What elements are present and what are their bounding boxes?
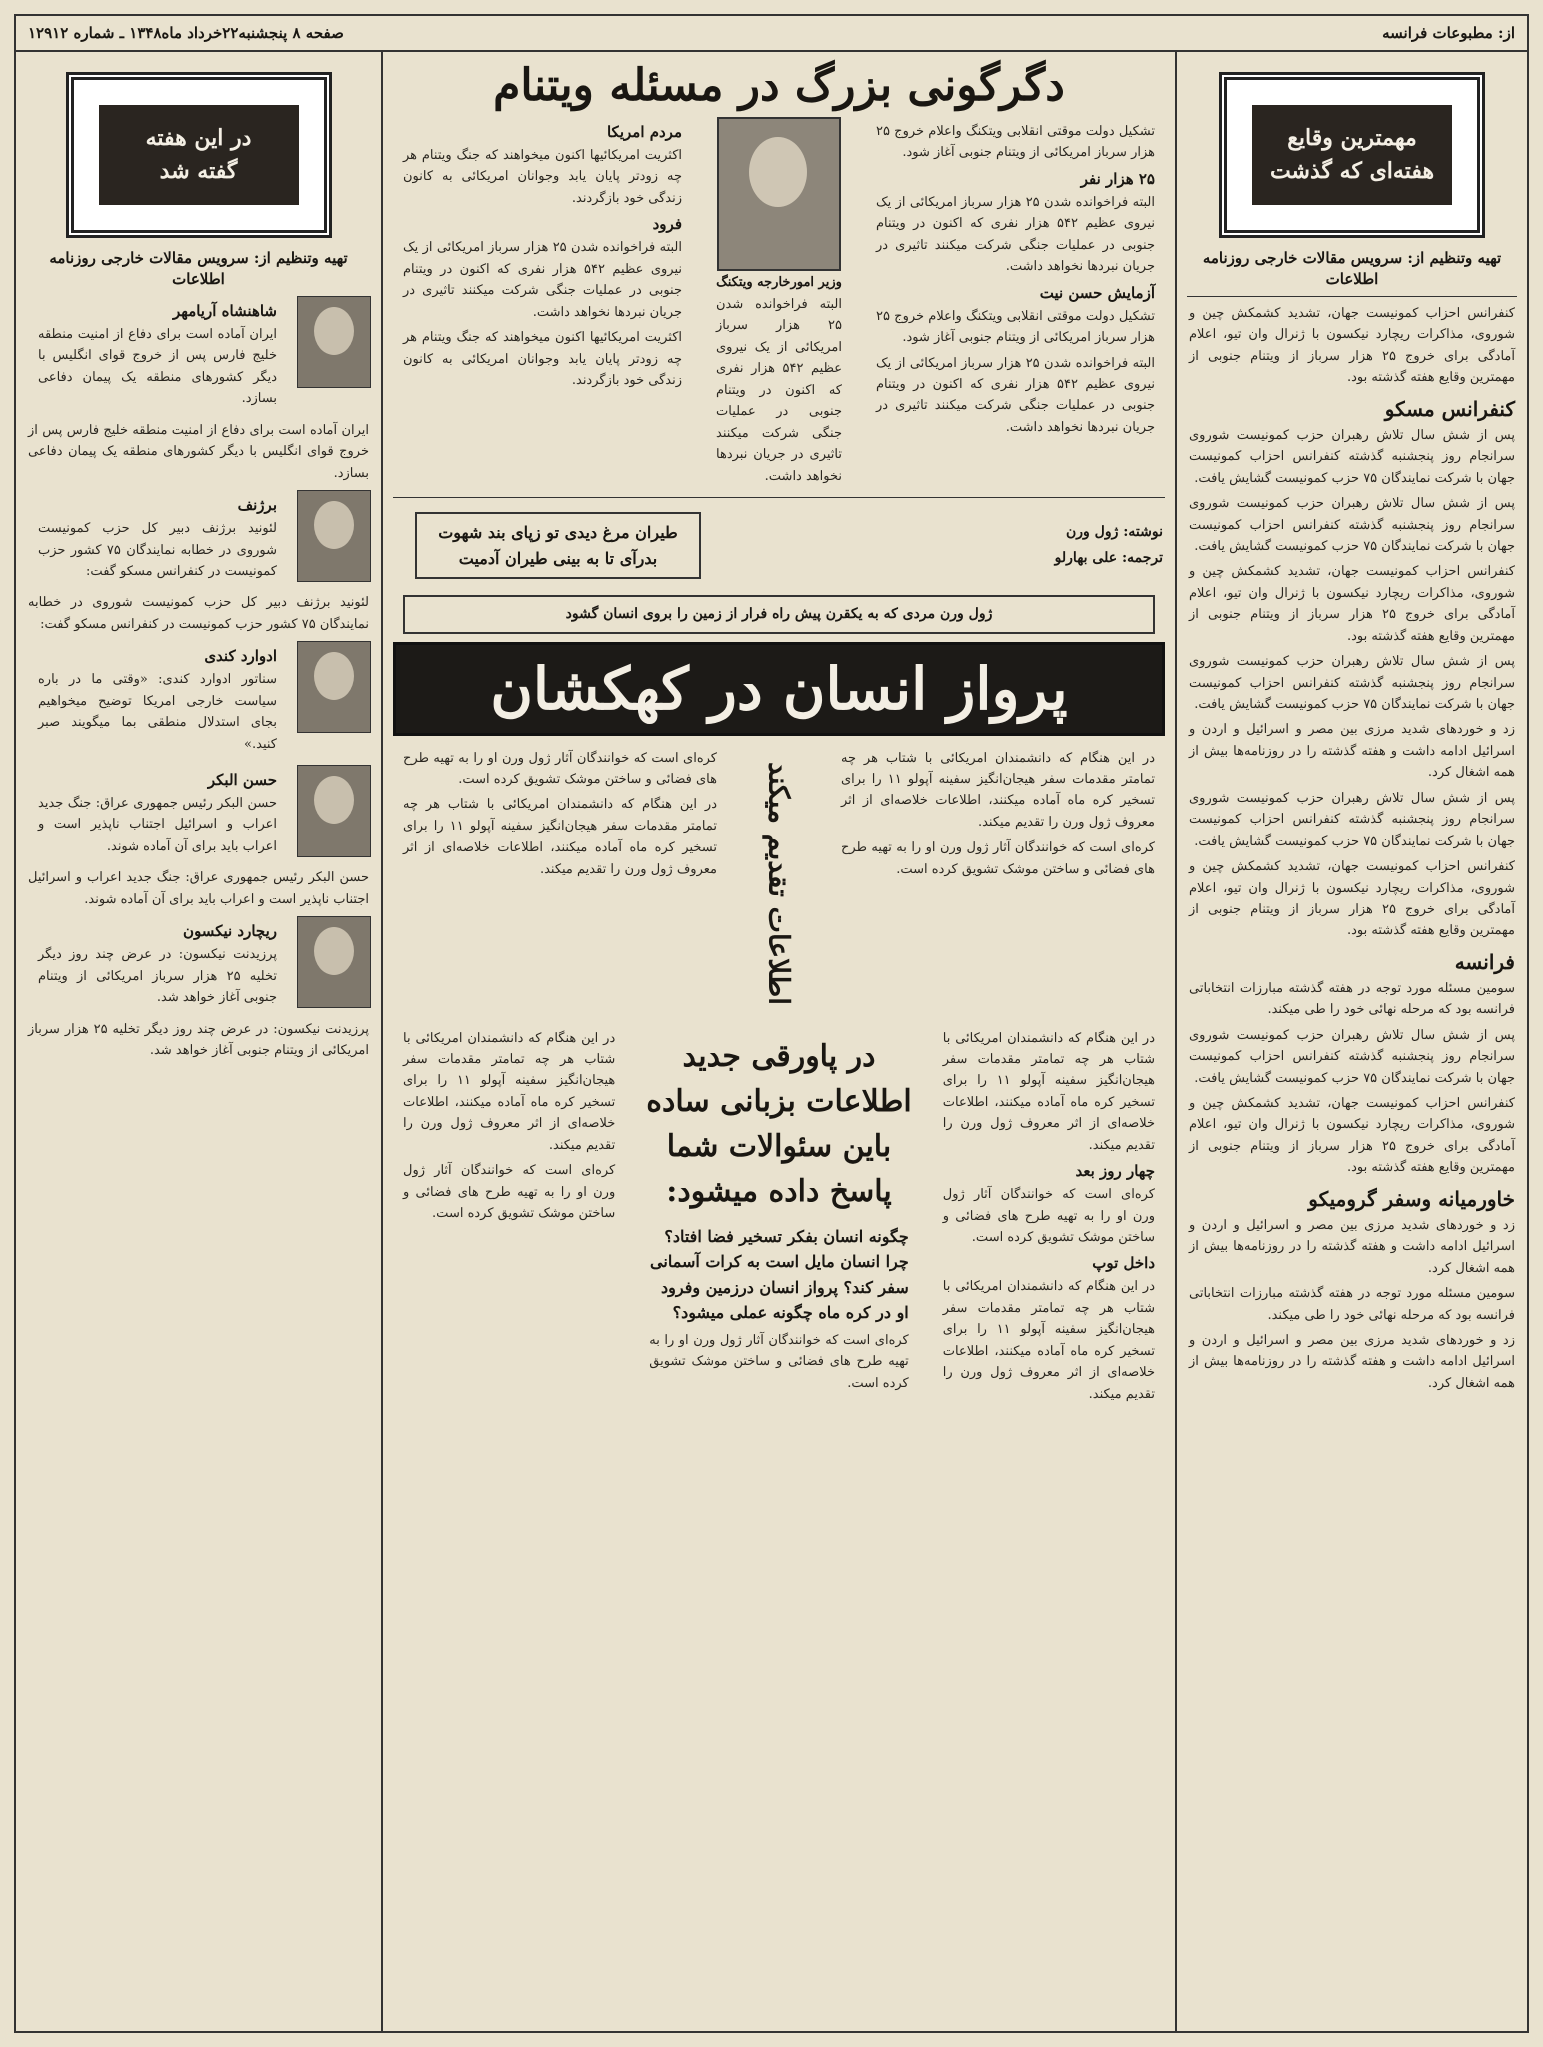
story-banner: پرواز انسان در کهکشان xyxy=(393,642,1165,736)
avatar xyxy=(297,641,371,733)
person-entry xyxy=(26,916,371,1012)
mid-text-5b: در این هنگام که دانشمندان امریکائی با شتاب هر چه تمامتر مقدمات سفر هیجان‌انگیز سفینه آپولو ۱۱ را برای تسخیر کره ماه آماده میکنند، اطلاعات خلاصه‌ای از اثر معروف ژول ورن را تقدیم میکند. xyxy=(403,797,717,877)
person-entry xyxy=(26,490,371,586)
right-text-4b: سومین مسئله مورد توجه در هفته گذشته مبارزات انتخاباتی فرانسه بود که مرحله نهائی خود را طی میکند. xyxy=(1189,1286,1515,1323)
right-text-4: زد و خوردهای شدید مرزی بین مصر و اسرائیل و اردن و اسرائیل ادامه داشت و هفته گذشته را در روزنامه‌ها بیش از همه اشغال کرد. xyxy=(1189,1217,1515,1276)
serial-col-1 xyxy=(931,1024,1167,1410)
photo-caption: وزیر امورخارجه ویتکنگ xyxy=(716,275,842,290)
person-quote: حسن البکر رئیس جمهوری عراق: جنگ جدید اعراب و اسرائیل اجتناب ناپذیر است و اعراب باید برای آن آماده شوند. xyxy=(38,796,277,854)
person-entry xyxy=(26,641,371,759)
right-text-2f: پس از شش سال تلاش رهبران حزب کمونیست شوروی سرانجام روز پنجشنبه گذشته کنفرانس احزاب کمونیست جهان با شرکت نمایندگان ۷۵ حزب کمونیست گشایش یافت. xyxy=(1189,790,1515,849)
mid-text-3: اکثریت امریکائیها اکنون میخواهند که جنگ ویتنام هر چه زودتر پایان یابد وجوانان امریکائی به کانون زندگی خود بازگردند. xyxy=(403,148,682,206)
mid-text-2b: تشکیل دولت موقتی انقلابی ویتکنگ واعلام خروج ۲۵ هزار سرباز امریکائی از ویتنام جنوبی آغاز شود. xyxy=(876,308,1155,346)
mid-text-3c: اکثریت امریکائیها اکنون میخواهند که جنگ ویتنام هر چه زودتر پایان یابد وجوانان امریکائی به کانون زندگی خود بازگردند. xyxy=(403,330,682,388)
right-text-2d: پس از شش سال تلاش رهبران حزب کمونیست شوروی سرانجام روز پنجشنبه گذشته کنفرانس احزاب کمونیست جهان با شرکت نمایندگان ۷۵ حزب کمونیست گشایش یافت. xyxy=(1189,654,1515,712)
poem-box: طیران مرغ دیدی تو زپای بند شهوت بدرآی تا به بینی طیران آدمیت xyxy=(415,512,701,579)
person-name: ریچارد نیکسون xyxy=(183,922,277,941)
left-extra-2: لئونید برژنف دبیر کل حزب کمونیست شوروی در خطابه نمایندگان ۷۵ کشور حزب کمونیست در کنفرانس مسکو گفت: xyxy=(28,595,369,632)
vertical-label: اطلاعات تقدیم میکند xyxy=(762,762,796,1006)
right-prepared-by: تهیه وتنظیم از: سرویس مقالات خارجی روزنامه اطلاعات xyxy=(1202,249,1502,288)
serial-col-2 xyxy=(637,1024,921,1410)
right-text-3b: پس از شش سال تلاش رهبران حزب کمونیست شوروی سرانجام روز پنجشنبه گذشته کنفرانس احزاب کمونیست جهان با شرکت نمایندگان ۷۵ حزب کمونیست گشایش یافت. xyxy=(1189,1027,1515,1086)
sub-heading-6: داخل توپ xyxy=(1092,1254,1155,1273)
mid-text-8b: کره‌ای است که خوانندگان آثار ژول ورن او را به تهیه طرح های فضائی و ساختن موشک تشویق کرده است. xyxy=(403,1163,616,1222)
mid-text-1: تشکیل دولت موقتی انقلابی ویتکنگ واعلام خروج ۲۵ هزار سرباز امریکائی از ویتنام جنوبی آغاز شود. xyxy=(876,124,1155,161)
mid-text-3b: البته فراخوانده شدن ۲۵ هزار سرباز امریکائی از یک نیروی عظیم ۵۴۲ هزار نفری که اکنون در ویتنام جنوبی در عملیات جنگی شرکت میکنند تاثیری در جریان نبردها نخواهد داشت. xyxy=(403,240,682,320)
right-text-2g: کنفرانس احزاب کمونیست جهان، تشدید کشمکش چین و شوروی، مذاکرات ریچارد نیکسون با ژنرال وان تیو، اعلام آمادگی برای خروج ۲۵ هزار سرباز از ویتنام جنوبی از مهمترین وقایع هفته گذشته بود. xyxy=(1189,859,1515,939)
left-extra-5: پرزیدنت نیکسون: در عرض چند روز دیگر تخلیه ۲۵ هزار سرباز امریکائی از ویتنام جنوبی آغاز خواهد شد. xyxy=(28,1021,369,1058)
sub-heading-4: آزمایش حسن نیت xyxy=(1039,283,1155,302)
page-header xyxy=(16,16,1527,52)
mid-text-4b: کره‌ای است که خوانندگان آثار ژول ورن او را به تهیه طرح های فضائی و ساختن موشک تشویق کرده است. xyxy=(841,840,1155,877)
avatar xyxy=(297,490,371,582)
vietnam-col-2 xyxy=(391,117,694,491)
person-name: ادوارد کندی xyxy=(204,647,277,666)
credits xyxy=(1055,520,1163,570)
mid-text-photo: البته فراخوانده شدن ۲۵ هزار سرباز امریکائی از یک نیروی عظیم ۵۴۲ هزار نفری که اکنون در ویتنام جنوبی در عملیات جنگی شرکت میکنند تاثیری در جریان نبردها نخواهد داشت. xyxy=(716,297,842,484)
translator: ترجمه: علی بهارلو xyxy=(1054,549,1163,566)
main-headline: دگرگونی بزرگ در مسئله ویتنام xyxy=(493,60,1065,111)
mid-text-4: در این هنگام که دانشمندان امریکائی با شتاب هر چه تمامتر مقدمات سفر هیجان‌انگیز سفینه آپولو ۱۱ را برای تسخیر کره ماه آماده میکنند، اطلاعات خلاصه‌ای از اثر معروف ژول ورن را تقدیم میکند. xyxy=(841,750,1155,830)
sub-heading-1: ۲۵ هزار نفر xyxy=(1080,169,1155,188)
serial-col-3 xyxy=(391,1024,627,1410)
vertical-label-wrap xyxy=(739,744,819,1024)
events-box-inner xyxy=(1252,105,1452,205)
left-column xyxy=(16,52,383,2031)
vietnam-article xyxy=(383,117,1175,491)
person-name: برژنف xyxy=(237,496,277,515)
story-col-1 xyxy=(829,744,1167,1024)
page-info: صفحه ۸ پنجشنبه۲۲خرداد ماه۱۳۴۸ ـ شماره ۱۲۹۱۲ xyxy=(28,24,344,42)
serial-questions: چگونه انسان بفکر تسخیر فضا افتاد؟ چرا انسان مایل است به کرات آسمانی سفر کند؟ پرواز انسان درزمین وفرود او در کره ماه چگونه عملی میشود؟ xyxy=(650,1226,909,1323)
photo-column xyxy=(704,117,854,491)
quotes-box-title-1: در این هفته xyxy=(145,125,252,151)
story-block xyxy=(383,744,1175,1024)
mid-text-6: در این هنگام که دانشمندان امریکائی با شتاب هر چه تمامتر مقدمات سفر هیجان‌انگیز سفینه آپولو ۱۱ را برای تسخیر کره ماه آماده میکنند، اطلاعات خلاصه‌ای از اثر معروف ژول ورن را تقدیم میکند. xyxy=(942,1030,1155,1153)
sub-heading-5: چهار روز بعد xyxy=(1075,1162,1155,1181)
mid-text-6c: در این هنگام که دانشمندان امریکائی با شتاب هر چه تمامتر مقدمات سفر هیجان‌انگیز سفینه آپولو ۱۱ را برای تسخیر کره ماه آماده میکنند، اطلاعات خلاصه‌ای از اثر معروف ژول ورن را تقدیم میکند. xyxy=(942,1279,1155,1402)
story-intro-row xyxy=(383,504,1175,587)
middle-column xyxy=(383,52,1175,2031)
section-gromyko: خاورمیانه وسفر گرومیکو xyxy=(1308,1186,1515,1211)
person-quote: لئونید برژنف دبیر کل حزب کمونیست شوروی در خطابه نمایندگان ۷۵ کشور حزب کمونیست در کنفرانس مسکو گفت: xyxy=(38,521,277,579)
serial-block xyxy=(383,1024,1175,1410)
right-text-2c: کنفرانس احزاب کمونیست جهان، تشدید کشمکش چین و شوروی، مذاکرات ریچارد نیکسون با ژنرال وان تیو، اعلام آمادگی برای خروج ۲۵ هزار سرباز از ویتنام جنوبی از مهمترین وقایع هفته گذشته بود. xyxy=(1189,564,1515,644)
sub-heading-3: فرود xyxy=(652,215,682,234)
person-name: حسن البکر xyxy=(207,771,277,789)
events-box-title-2: هفته‌ای که گذشت xyxy=(1269,158,1435,184)
right-text-3: سومین مسئله مورد توجه در هفته گذشته مبارزات انتخاباتی فرانسه بود که مرحله نهائی خود را طی میکند. xyxy=(1189,980,1515,1018)
person-name: شاهنشاه آریامهر xyxy=(173,302,277,320)
serial-heading: در پاورقی جدید اطلاعات بزبانی ساده باین سئوالات شما پاسخ داده میشود: xyxy=(646,1038,912,1209)
mid-text-6b: کره‌ای است که خوانندگان آثار ژول ورن او را به تهیه طرح های فضائی و ساختن موشک تشویق کرده است. xyxy=(942,1187,1155,1246)
events-box-title-1: مهمترین وقایع xyxy=(1287,125,1417,151)
right-text-1: کنفرانس احزاب کمونیست جهان، تشدید کشمکش چین و شوروی، مذاکرات ریچارد نیکسون با ژنرال وان تیو، اعلام آمادگی برای خروج ۲۵ هزار سرباز از ویتنام جنوبی از مهمترین وقایع هفته گذشته بود. xyxy=(1189,306,1515,386)
left-extra-4: حسن البکر رئیس جمهوری عراق: جنگ جدید اعراب و اسرائیل اجتناب ناپذیر است و اعراب باید برای آن آماده شوند. xyxy=(28,870,369,907)
right-text-2b: پس از شش سال تلاش رهبران حزب کمونیست شوروی سرانجام روز پنجشنبه گذشته کنفرانس احزاب کمونیست جهان با شرکت نمایندگان ۷۵ حزب کمونیست گشایش یافت. xyxy=(1189,496,1515,554)
mid-text-7: کره‌ای است که خوانندگان آثار ژول ورن او را به تهیه طرح های فضائی و ساختن موشک تشویق کرده است. xyxy=(649,1332,909,1391)
quotes-box xyxy=(66,72,332,238)
right-text-2: پس از شش سال تلاش رهبران حزب کمونیست شوروی سرانجام روز پنجشنبه گذشته کنفرانس احزاب کمونیست جهان با شرکت نمایندگان ۷۵ حزب کمونیست گشایش یافت. xyxy=(1189,427,1515,486)
newspaper-page xyxy=(14,14,1529,2033)
right-text-4c: زد و خوردهای شدید مرزی بین مصر و اسرائیل و اردن و اسرائیل ادامه داشت و هفته گذشته را در روزنامه‌ها بیش از همه اشغال کرد. xyxy=(1189,1332,1515,1391)
right-text-3c: کنفرانس احزاب کمونیست جهان، تشدید کشمکش چین و شوروی، مذاکرات ریچارد نیکسون با ژنرال وان تیو، اعلام آمادگی برای خروج ۲۵ هزار سرباز از ویتنام جنوبی از مهمترین وقایع هفته گذشته بود. xyxy=(1189,1096,1515,1176)
events-box xyxy=(1219,72,1485,238)
source-label: از: مطبوعات فرانسه xyxy=(1382,24,1515,42)
person-quote: ایران آماده است برای دفاع از امنیت منطقه خلیج فارس پس از خروج قوای انگلیس با دیگر کشورهای منطقه یک پیمان دفاعی بسازد. xyxy=(38,327,277,407)
avatar xyxy=(297,765,371,857)
story-col-2 xyxy=(391,744,729,1024)
tagline: ژول ورن مردی که به یکقرن پیش راه فرار از زمین را بروی انسان گشود xyxy=(403,595,1155,633)
right-column xyxy=(1175,52,1527,2031)
left-extra-1: ایران آماده است برای دفاع از امنیت منطقه خلیج فارس پس از خروج قوای انگلیس با دیگر کشورهای منطقه یک پیمان دفاعی بسازد. xyxy=(28,422,369,481)
person-entry xyxy=(26,765,371,861)
mid-text-2c: البته فراخوانده شدن ۲۵ هزار سرباز امریکائی از یک نیروی عظیم ۵۴۲ هزار نفری که اکنون در ویتنام جنوبی در عملیات جنگی شرکت میکنند تاثیری در جریان نبردها نخواهد داشت. xyxy=(876,355,1155,435)
right-text-2e: زد و خوردهای شدید مرزی بین مصر و اسرائیل و اردن و اسرائیل ادامه داشت و هفته گذشته را در روزنامه‌ها بیش از همه اشغال کرد. xyxy=(1189,722,1515,781)
foreign-minister-photo xyxy=(717,117,841,271)
mid-text-5: کره‌ای است که خوانندگان آثار ژول ورن او را به تهیه طرح های فضائی و ساختن موشک تشویق کرده است. xyxy=(403,750,717,787)
avatar xyxy=(297,296,371,388)
sub-heading-2: مردم امریکا xyxy=(606,123,682,141)
divider xyxy=(393,497,1165,498)
avatar xyxy=(297,916,371,1008)
divider xyxy=(1187,296,1517,297)
vietnam-col-1 xyxy=(864,117,1167,491)
mid-text-2: البته فراخوانده شدن ۲۵ هزار سرباز امریکائی از یک نیروی عظیم ۵۴۲ هزار نفری که اکنون در ویتنام جنوبی در عملیات جنگی شرکت میکنند تاثیری در جریان نبردها نخواهد داشت. xyxy=(876,194,1155,275)
section-france: فرانسه xyxy=(1454,949,1515,974)
section-moscow: کنفرانس مسکو xyxy=(1384,396,1515,421)
mid-text-8: در این هنگام که دانشمندان امریکائی با شتاب هر چه تمامتر مقدمات سفر هیجان‌انگیز سفینه آپولو ۱۱ را برای تسخیر کره ماه آماده میکنند، اطلاعات خلاصه‌ای از اثر معروف ژول ورن را تقدیم میکند. xyxy=(403,1030,616,1153)
person-quote: پرزیدنت نیکسون: در عرض چند روز دیگر تخلیه ۲۵ هزار سرباز امریکائی از ویتنام جنوبی آغاز خواهد شد. xyxy=(38,947,277,1006)
left-prepared-by: تهیه وتنظیم از: سرویس مقالات خارجی روزنامه اطلاعات xyxy=(49,249,348,288)
quotes-box-title-2: گفته شد xyxy=(159,158,238,184)
person-quote: سناتور ادوارد کندی: «وقتی ما در باره سیاست خارجی امریکا توضیح میخواهیم بجای استدلال منطقی بما میگویند صبر کنید.» xyxy=(38,672,277,752)
quotes-box-inner xyxy=(99,105,299,205)
author-note: نوشته: ژول ورن xyxy=(1065,524,1163,541)
person-entry xyxy=(26,296,371,414)
